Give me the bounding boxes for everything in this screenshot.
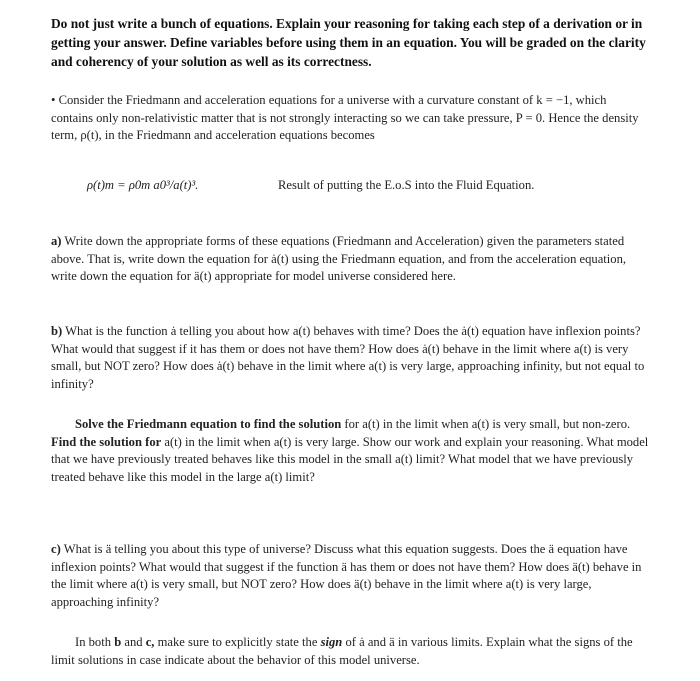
- part-b-label: b): [51, 324, 63, 338]
- closing-text-2: and: [124, 635, 143, 649]
- closing-text-3: make sure to explicitly state the: [157, 635, 318, 649]
- intro-text: Consider the Friedmann and acceleration equations for a universe with a curvature constant of k = −1, which contains only non-relativistic matter that is not strongly interacting so we can take pressure, P = 0. Hence the density term, ρ(t), in the Friedmann and acceleration equations becomes: [51, 93, 639, 142]
- closing-text-1: In both: [75, 635, 112, 649]
- part-c-text: What is ä telling you about this type of universe? Discuss what this equation suggests. Does the ä equation have inflexion points? What would that suggest if the function ä has them or does not have them? How does ä(t) behave in the limit where a(t) is very small, but NOT zero? How does ä(t) behave in the limit where a(t) is very large, approaching infinity?: [51, 542, 642, 609]
- solve-paragraph: [51, 416, 651, 486]
- closing-paragraph: [51, 634, 651, 669]
- solve-text-1: for a(t) in the limit when a(t) is very small, but non-zero.: [344, 417, 631, 431]
- closing-text-4: of ȧ and ä in various limits. Explain what the signs of the limit solutions in case indicate about the behavior of this model universe.: [51, 635, 633, 667]
- closing-sign: sign: [320, 635, 343, 649]
- closing-b: b: [114, 635, 122, 649]
- bullet-point: •: [51, 93, 56, 107]
- equation-note: Result of putting the E.o.S into the Fluid Equation.: [278, 178, 535, 192]
- part-a-label: a): [51, 234, 62, 248]
- part-a-question: [51, 233, 651, 286]
- instructions-header: Do not just write a bunch of equations. Explain your reasoning for taking each step of a derivation or in getting your answer. Define variables before using them in an equation. You will be graded on the clarity and coherency of your solution as well as its correctness.: [51, 16, 646, 69]
- solve-bold-2: Find the solution for: [51, 434, 162, 449]
- solve-bold-1: Solve the Friedmann equation to find the solution: [75, 417, 342, 431]
- part-c-question: [51, 541, 651, 611]
- part-c-label: c): [51, 542, 61, 556]
- part-a-text: Write down the appropriate forms of these equations (Friedmann and Acceleration) given the parameters stated above. That is, write down the equation for ȧ(t) using the Friedmann equation, and from the acceleration equation, write down the equation for ä(t) appropriate for model universe considered here.: [51, 234, 627, 283]
- density-equation: ρ(t)m = ρ0m a0³/a(t)³.: [87, 178, 199, 192]
- solve-text-2: a(t) in the limit when a(t) is very large. Show our work and explain your reasoning. What model that we have previously treated behaves like this model in the small a(t) limit? What model that we have previously treated behave like this model in the large a(t) limit?: [51, 434, 649, 484]
- intro-paragraph: [51, 92, 648, 145]
- closing-c: c,: [145, 635, 155, 649]
- part-b-text: What is the function ȧ telling you about how a(t) behaves with time? Does the ȧ(t) equation have inflexion points? What would that suggest if it has them or does not have them? How does ȧ(t) behave in the limit where a(t) is very small, but NOT zero? How does ȧ(t) behave in the limit where a(t) is very large, approaching infinity, but not equal to infinity?: [51, 324, 645, 391]
- part-b-question: [51, 323, 651, 393]
